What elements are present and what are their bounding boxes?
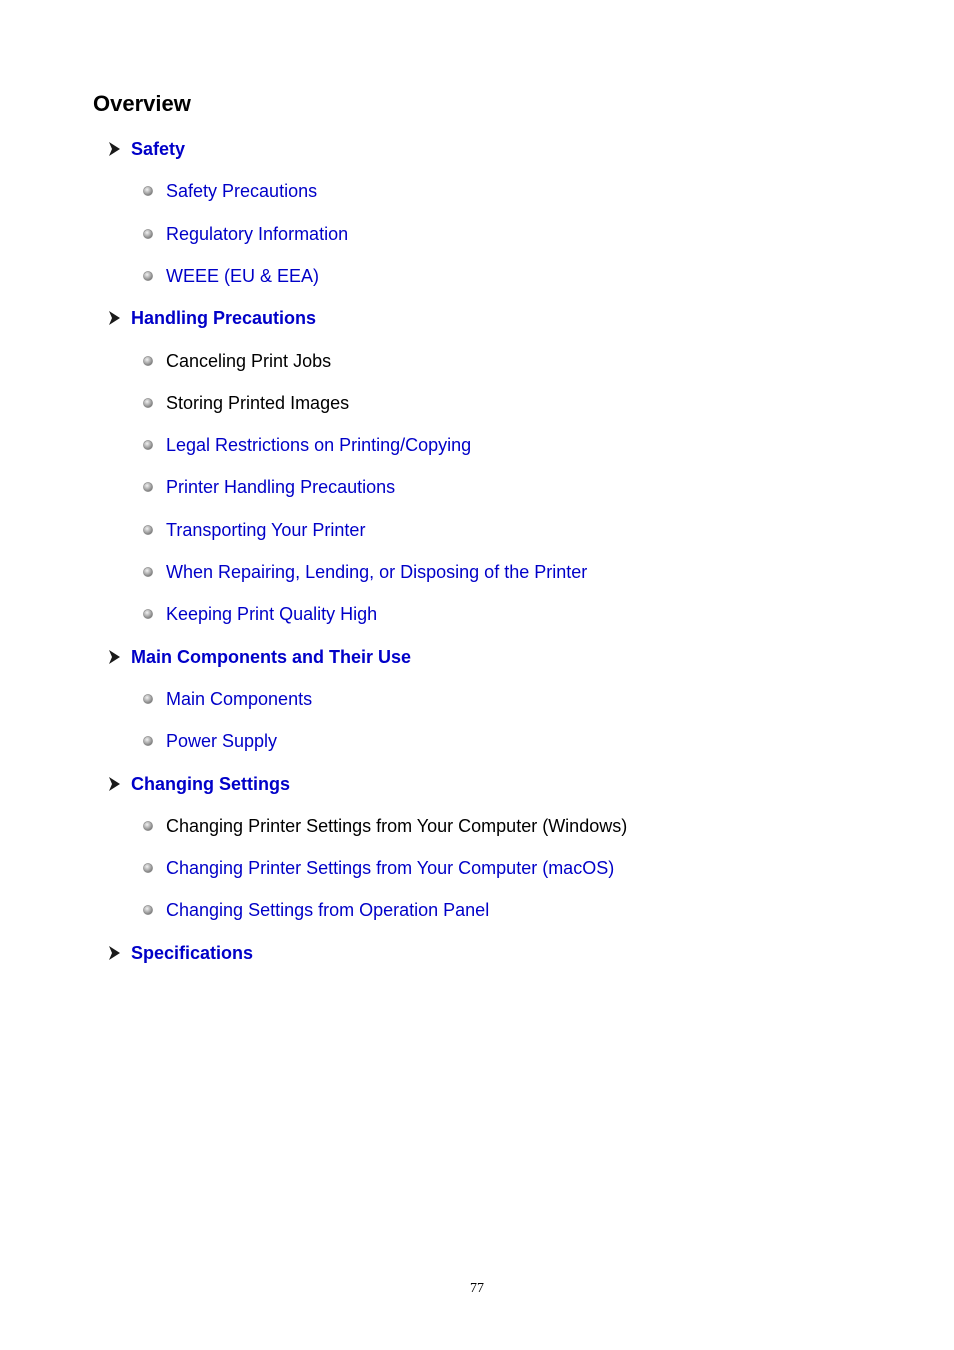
toc-section-link[interactable]: Specifications (131, 943, 254, 963)
toc-section[interactable] (107, 136, 185, 162)
bullet-icon (142, 481, 154, 493)
bullet-icon (142, 735, 154, 747)
toc-item[interactable] (142, 432, 471, 458)
toc-item[interactable] (142, 178, 317, 204)
toc-item[interactable] (142, 263, 319, 289)
toc-section-link[interactable]: Safety (131, 139, 186, 159)
toc-item-text: Storing Printed Images (166, 393, 350, 413)
page-number: 77 (470, 1281, 484, 1296)
toc-item-link[interactable]: Printer Handling Precautions (166, 477, 396, 497)
toc-item-link[interactable]: Power Supply (166, 731, 278, 751)
bullet-icon (142, 862, 154, 874)
toc-item[interactable] (142, 517, 365, 543)
bullet-icon (142, 608, 154, 620)
toc-section-link[interactable]: Main Components and Their Use (131, 647, 412, 667)
bullet-icon (142, 397, 154, 409)
chevron-right-icon (107, 141, 121, 157)
chevron-right-icon (107, 776, 121, 792)
toc-item[interactable] (142, 686, 312, 712)
toc-item-link[interactable]: Legal Restrictions on Printing/Copying (166, 435, 472, 455)
toc-section[interactable] (107, 940, 253, 966)
bullet-icon (142, 185, 154, 197)
chevron-right-icon (107, 649, 121, 665)
bullet-icon (142, 270, 154, 282)
toc-item[interactable] (142, 897, 489, 923)
bullet-icon (142, 820, 154, 832)
bullet-icon (142, 228, 154, 240)
toc-item[interactable] (142, 221, 348, 247)
toc-section-link[interactable]: Changing Settings (131, 774, 290, 794)
bullet-icon (142, 524, 154, 536)
toc-item[interactable] (142, 728, 277, 754)
toc-item[interactable] (142, 601, 377, 627)
bullet-icon (142, 355, 154, 367)
toc-item-link[interactable]: Regulatory Information (166, 224, 349, 244)
toc-item (142, 390, 349, 416)
chevron-right-icon (107, 310, 121, 326)
page-title: Overview (93, 91, 191, 116)
toc-item-link[interactable]: Safety Precautions (166, 181, 318, 201)
toc-section[interactable] (107, 305, 316, 331)
toc-item-link[interactable]: Transporting Your Printer (166, 520, 366, 540)
toc-section[interactable] (107, 771, 290, 797)
toc-section[interactable] (107, 644, 411, 670)
toc-item-link[interactable]: WEEE (EU & EEA) (166, 266, 320, 286)
toc-item (142, 813, 627, 839)
toc-item-link[interactable]: Main Components (166, 689, 313, 709)
chevron-right-icon (107, 945, 121, 961)
toc-item-text: Canceling Print Jobs (166, 351, 332, 371)
toc-item[interactable] (142, 559, 587, 585)
toc-item (142, 348, 331, 374)
toc-item-link[interactable]: When Repairing, Lending, or Disposing of the Printer (166, 562, 588, 582)
toc-item-link[interactable]: Changing Printer Settings from Your Computer (macOS) (166, 858, 615, 878)
bullet-icon (142, 439, 154, 451)
toc-item[interactable] (142, 855, 614, 881)
toc-section-link[interactable]: Handling Precautions (131, 308, 317, 328)
toc-item[interactable] (142, 474, 395, 500)
bullet-icon (142, 904, 154, 916)
toc-item-link[interactable]: Keeping Print Quality High (166, 604, 378, 624)
toc-item-link[interactable]: Changing Settings from Operation Panel (166, 900, 490, 920)
bullet-icon (142, 566, 154, 578)
toc-item-text: Changing Printer Settings from Your Computer (Windows) (166, 816, 628, 836)
bullet-icon (142, 693, 154, 705)
